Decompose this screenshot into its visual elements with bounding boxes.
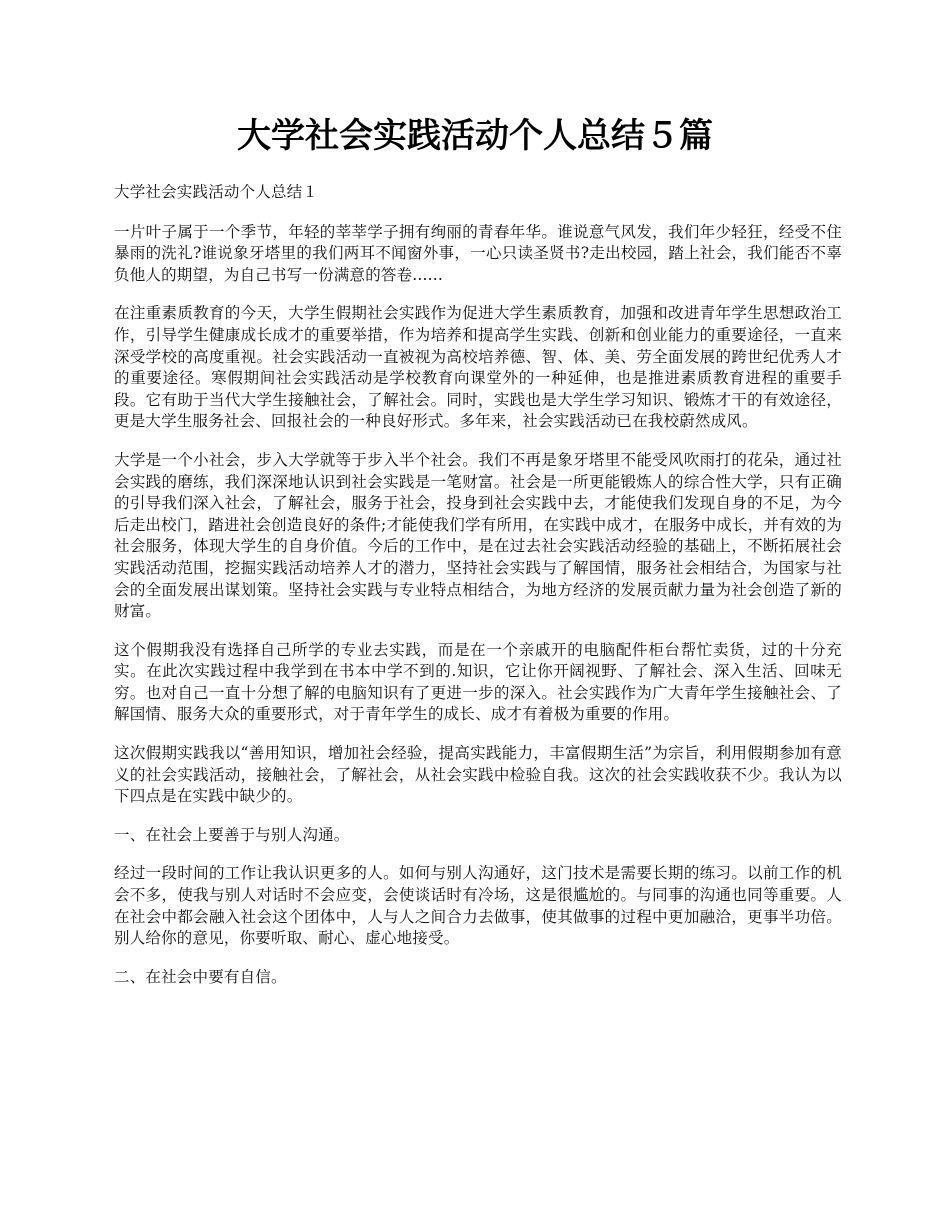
point-heading-communication: 一、在社会上要善于与别人沟通。	[114, 825, 350, 844]
paragraph-holiday-work: 这个假期我没有选择自己所学的专业去实践，而是在一个亲戚开的电脑配件柜台帮忙卖货，过的十分充实。在此次实践过程中我学到在书本中学不到的.知识，它让你开阔视野、了解社会、深入生活、回味无穷。也对自己一直十分想了解的电脑知识有了更进一步的深入。社会实践作为广大青年学生接触社会、了解国情、服务大众的重要形式，对于青年学生的成长、成才有着极为重要的作用。	[114, 640, 842, 724]
document-body	[114, 182, 842, 1005]
paragraph-university-society: 大学是一个小社会，步入大学就等于步入半个社会。我们不再是象牙塔里不能受风吹雨打的花朵，通过社会实践的磨练，我们深深地认识到社会实践是一笔财富。社会是一所更能锻炼人的综合性大学，只有正确的引导我们深入社会，了解社会，服务于社会，投身到社会实践中去，才能使我们发现自身的不足，为今后走出校门，踏进社会创造良好的条件;才能使我们学有所用，在实践中成才，在服务中成长，并有效的为社会服务，体现大学生的自身价值。今后的工作中，是在过去社会实践活动经验的基础上，不断拓展社会实践活动范围，挖掘实践活动培养人才的潜力，坚持社会实践与了解国情，服务社会相结合，为国家与社会的全面发展出谋划策。坚持社会实践与专业特点相结合，为地方经济的发展贡献力量为社会创造了新的财富。	[114, 450, 842, 621]
point-heading-confidence: 二、在社会中要有自信。	[114, 967, 287, 986]
paragraph-communication: 经过一段时间的工作让我认识更多的人。如何与别人沟通好，这门技术是需要长期的练习。以前工作的机会不多，使我与别人对话时不会应变，会使谈话时有冷场，这是很尴尬的。与同事的沟通也同等重要。人在社会中都会融入社会这个团体中，人与人之间合力去做事，使其做事的过程中更加融洽，更事半功倍。别人给你的意见，你要听取、耐心、虚心地接受。	[114, 864, 842, 948]
paragraph-intro: 一片叶子属于一个季节，年轻的莘莘学子拥有绚丽的青春年华。谁说意气风发，我们年少轻狂，经受不住暴雨的洗礼?谁说象牙塔里的我们两耳不闻窗外事，一心只读圣贤书?走出校园，踏上社会，我们能否不辜负他人的期望，为自己书写一份满意的答卷......	[114, 222, 842, 284]
section-heading: 大学社会实践活动个人总结１	[114, 183, 319, 201]
paragraph-quality-education: 在注重素质教育的今天，大学生假期社会实践作为促进大学生素质教育，加强和改进青年学生思想政治工作，引导学生健康成长成才的重要举措，作为培养和提高学生实践、创新和创业能力的重要途径，一直来深受学校的高度重视。社会实践活动一直被视为高校培养德、智、体、美、劳全面发展的跨世纪优秀人才的重要途径。寒假期间社会实践活动是学校教育向课堂外的一种延伸，也是推进素质教育进程的重要手段。它有助于当代大学生接触社会，了解社会。同时，实践也是大学生学习知识、锻炼才干的有效途径，更是大学生服务社会、回报社会的一种良好形式。多年来，社会实践活动已在我校蔚然成风。	[114, 304, 842, 431]
document-title: 大学社会实践活动个人总结５篇	[237, 116, 713, 156]
paragraph-practice-purpose: 这次假期实践我以“善用知识，增加社会经验，提高实践能力，丰富假期生活”为宗旨，利用假期参加有意义的社会实践活动，接触社会，了解社会，从社会实践中检验自我。这次的社会实践收获不少。我认为以下四点是在实践中缺少的。	[114, 744, 842, 806]
